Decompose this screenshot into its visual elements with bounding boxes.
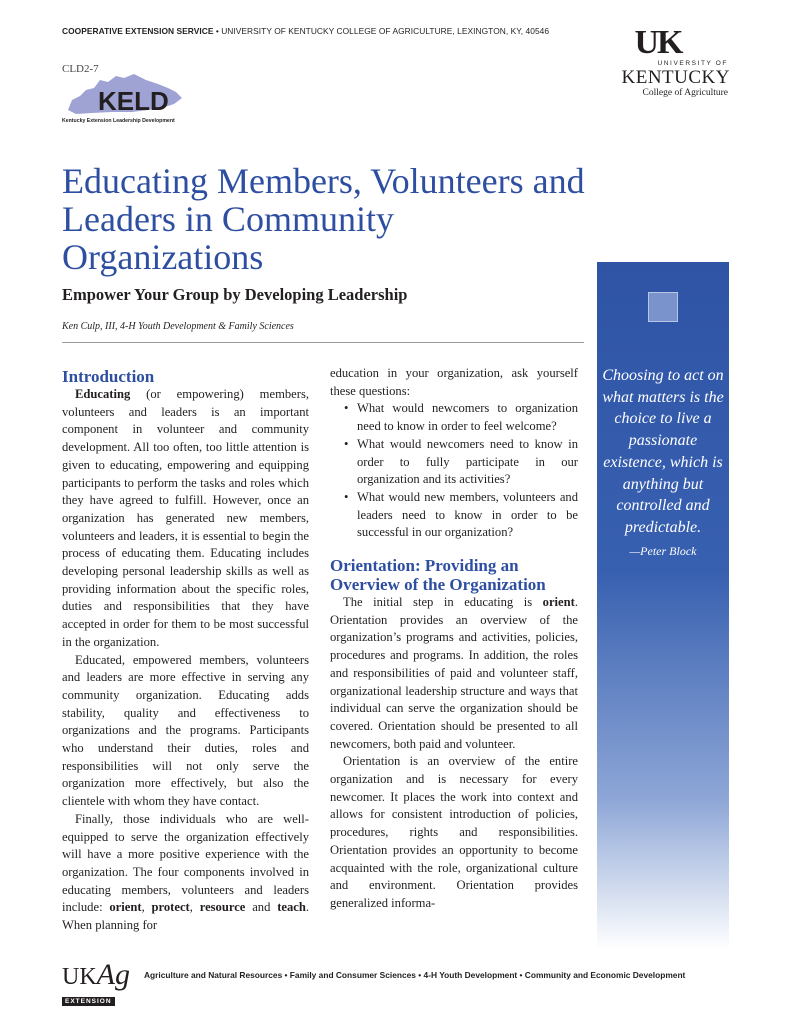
ukag-wordmark xyxy=(62,958,132,991)
paragraph-text: . When planning for xyxy=(62,900,310,933)
uk-college-logo xyxy=(612,26,732,106)
section-heading-introduction: Introduction xyxy=(62,367,155,386)
paragraph: Orientation is an overview of the entire organization and is necessary for every newcomer. It places the work into context and allows for consistent introduction of policies, procedures, rights and responsibilities. Orientation provides an opportunity to become acquainted with the role, organizational culture and environment. Orientation provides generalized informa- xyxy=(330,754,578,910)
paragraph xyxy=(62,811,309,935)
paragraph-text: and xyxy=(245,900,278,915)
title-divider xyxy=(62,342,584,343)
list-item: • What would newcomers need to know in order to fully participate in our organization and its activities? xyxy=(357,436,578,489)
column-left xyxy=(62,367,309,935)
bold-term: orient xyxy=(542,595,575,610)
service-name: COOPERATIVE EXTENSION SERVICE xyxy=(62,26,214,36)
keld-logo xyxy=(62,70,192,130)
bold-term: resource xyxy=(199,900,246,915)
ukag-extension-logo xyxy=(62,958,132,1005)
bold-term: orient xyxy=(109,900,142,915)
footer-programs: Agriculture and Natural Resources • Family and Consumer Sciences • 4-H Youth Development • Community and Economic Development xyxy=(144,970,686,980)
page-subtitle: Empower Your Group by Developing Leadership xyxy=(62,285,408,304)
paragraph: education in your organization, ask yourself these questions: xyxy=(330,366,578,398)
paragraph-text: . Orientation provides an overview of the organization’s programs and activities, policies, procedures and programs. In addition, the roles and responsibilities of paid and volunteer staff, organizational leadership structure and ways that individual can serve the organization should be covered. Orientation should be presented to all newcomers, both paid and volunteer. xyxy=(330,595,578,751)
paragraph-text: Finally, those individuals who are well-equipped to serve the organization effectively will have a more positive experience with the organization. The four components involved in educating members, volunteers and leaders include: xyxy=(62,811,309,915)
paragraph: Educated, empowered members, volunteers and leaders are more effective in serving any community organization. Educating adds stability, quality and effectiveness to organizations and the programs. Participants who understand their duties, roles and responsibilities will not only serve the organization more effectively, but also the clientele with whom they have contact. xyxy=(62,652,309,809)
paragraph xyxy=(330,594,578,753)
paragraph-text: The initial step in educating is xyxy=(343,595,543,610)
keld-wordmark: KELD xyxy=(98,86,169,116)
quote-sidebar xyxy=(597,262,729,950)
page-title: Educating Members, Volunteers and Leaders in Community Organizations xyxy=(62,161,585,277)
keld-tagline: Kentucky Extension Leadership Development xyxy=(62,118,175,124)
punctuation: , xyxy=(141,900,152,915)
ukag-uk: UK xyxy=(62,964,97,990)
list-item: • What would newcomers to organization need to know in order to feel welcome? xyxy=(357,400,578,435)
service-address: • UNIVERSITY OF KENTUCKY COLLEGE OF AGRICULTURE, LEXINGTON, KY, 40546 xyxy=(213,26,550,36)
bold-term: teach xyxy=(277,900,306,915)
uk-mark: UK xyxy=(634,24,682,61)
pull-quote: Choosing to act on what matters is the choice to live a passionate existence, which is anything but controlled and predictable. xyxy=(602,367,724,536)
kentucky-map-shape xyxy=(62,70,192,118)
paragraph xyxy=(62,386,309,652)
bold-term: protect xyxy=(151,900,190,915)
uk-college-name: College of Agriculture xyxy=(642,88,728,98)
uk-university-of: UNIVERSITY OF xyxy=(657,60,728,67)
bold-term: Educating xyxy=(75,387,131,401)
paragraph-text: (or empowering) members, volunteers and leaders is an important component in volunteer and community development. All too often, too little attention is given to educating, empowering and equipping participants to perform the tasks and roles which they have agreed to fulfill. However, once an organization has generated new members, volunteers and leaders, it is essential to begin the process of educating them. Educating includes developing personal leadership skills as well as providing information about the specific roles, duties and responsibilities that they have accepted in order for them to be most successful in the organization. xyxy=(62,387,309,649)
question-list xyxy=(330,400,578,542)
section-heading-orientation: Orientation: Providing an Overview of the Organization xyxy=(330,556,546,595)
service-line xyxy=(62,26,549,36)
publication-code: CLD2-7 xyxy=(62,63,99,75)
ukag-extension-label: EXTENSION xyxy=(62,997,115,1006)
ukag-ag: Ag xyxy=(96,958,130,991)
list-item: • What would new members, volunteers and leaders need to know in order to be successful in our organization? xyxy=(357,489,578,542)
uk-kentucky: KENTUCKY xyxy=(621,67,730,88)
column-middle xyxy=(330,365,578,913)
punctuation: , xyxy=(189,900,200,915)
author-line: Ken Culp, III, 4-H Youth Development & Family Sciences xyxy=(62,321,294,332)
quote-attribution: —Peter Block xyxy=(629,544,697,558)
decorative-square xyxy=(648,292,678,322)
